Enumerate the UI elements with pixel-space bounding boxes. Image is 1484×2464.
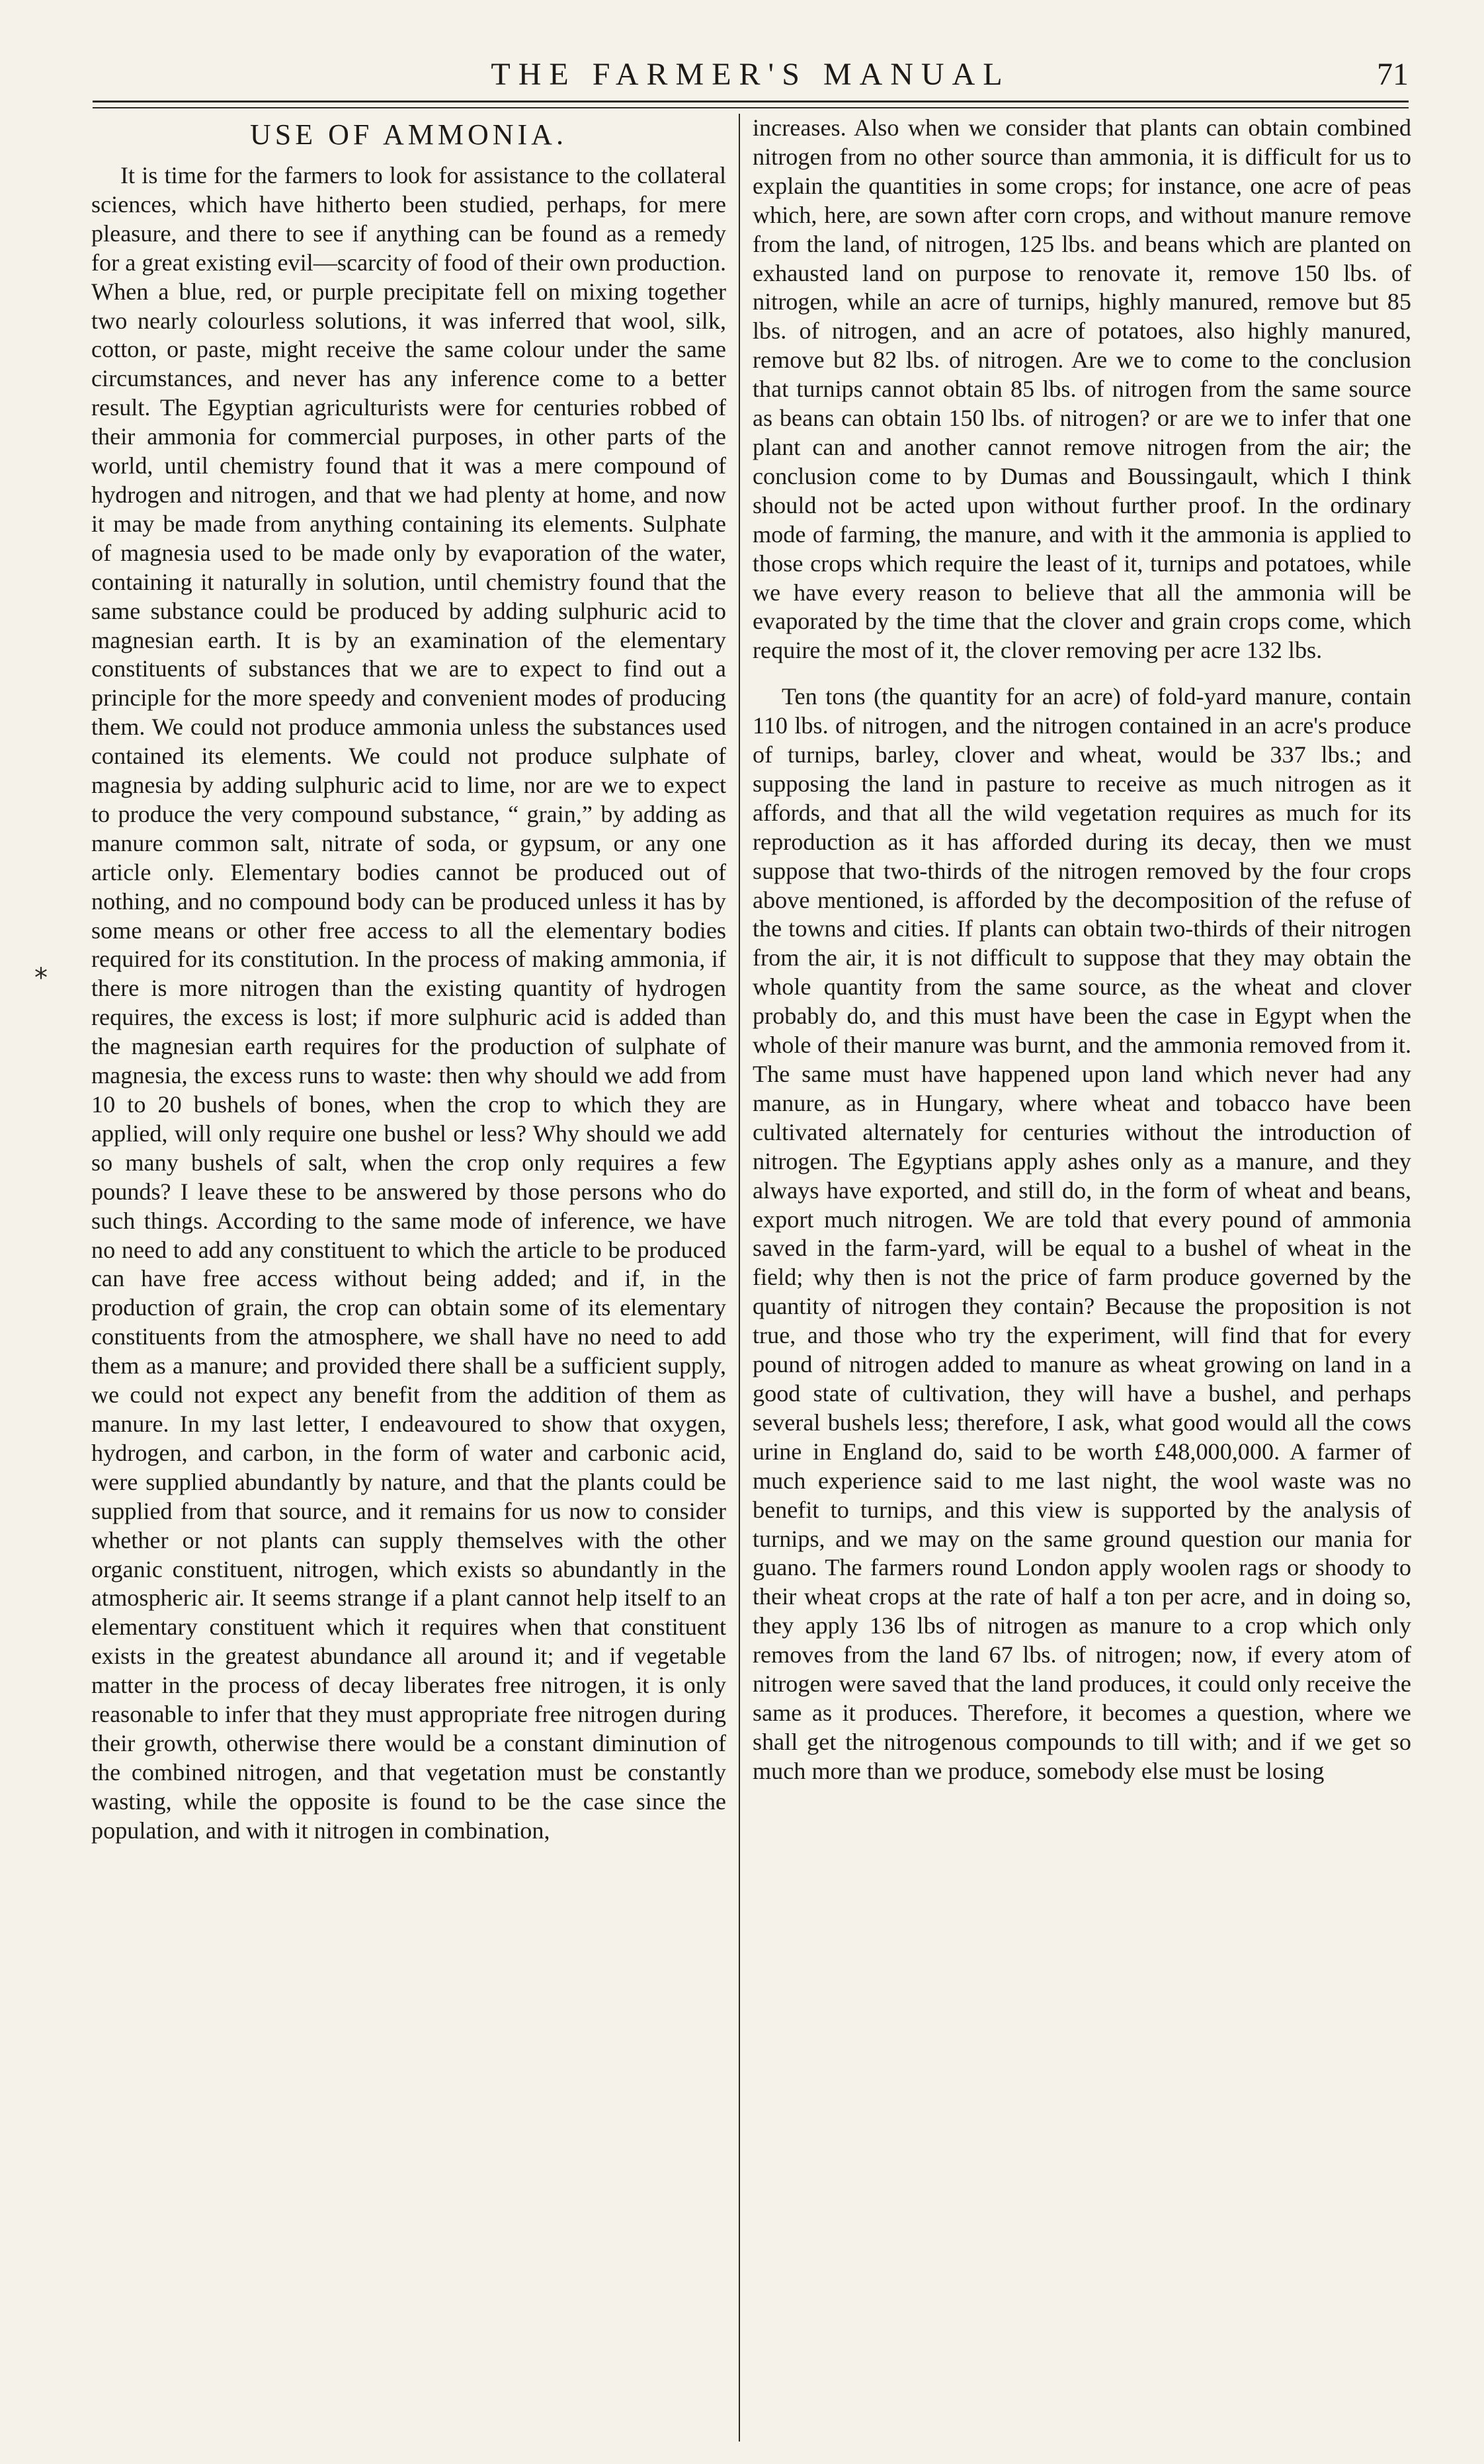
- margin-annotation-mark: *: [34, 963, 48, 993]
- article-paragraph-continued: increases. Also when we consider that plants can obtain combined nitrogen from no other source than ammonia, it is difficult for us to explain the quantities in some crops; for instance, one acre of peas which, here, are sown after corn crops, and without manure remove from the land, of nitrogen, 125 lbs. and beans which are planted on exhausted land on purpose to renovate it, remove 150 lbs. of nitrogen, while an acre of turnips, highly manured, remove but 85 lbs. of nitrogen, and an acre of potatoes, also highly manured, remove but 82 lbs. of nitrogen. Are we to come to the conclusion that turnips cannot obtain 85 lbs. of nitrogen from the same source as beans can obtain 150 lbs. of nitrogen? or are we to infer that one plant can and another cannot remove nitrogen from the air; the conclusion come to by Dumas and Boussingault, which I think should not be acted upon without further proof. In the ordinary mode of farming, the manure, and with it the ammonia is applied to those crops which require the least of it, turnips and potatoes, while we have every reason to believe that all the ammonia will be evaporated by the time that the clover and grain crops come, which require the most of it, the clover removing per acre 132 lbs.: [753, 114, 1411, 664]
- column-divider: [739, 114, 740, 2442]
- running-title: THE FARMER'S MANUAL: [491, 57, 1010, 92]
- header-rule: [93, 101, 1409, 103]
- article-paragraph: Ten tons (the quantity for an acre) of fold-yard manure, contain 110 lbs. of nitrogen, and the nitrogen contained in an acre's produce of turnips, barley, clover and wheat, would be 337 lbs.; and supposing the land in pasture to receive as much nitrogen as it affords, and that all the wild vegetation requires as much for its reproduction as it has afforded during its decay, then we must suppose that two-thirds of the nitrogen removed by the four crops above mentioned, is afforded by the decomposition of the refuse of the towns and cities. If plants can obtain two-thirds of their nitrogen from the air, it is not difficult to suppose that they may obtain the whole quantity from the same source, as the wheat and clover probably do, and this must have been the case in Egypt when the whole of their manure was burnt, and the ammonia removed from it. The same must have happened upon land which never had any manure, as in Hungary, where wheat and tobacco have been cultivated alternately for centuries without the introduction of nitrogen. The Egyptians apply ashes only as a manure, and they always have exported, and still do, in the form of wheat and beans, export much nitrogen. We are told that every pound of ammonia saved in the farm-yard, will be equal to a bushel of wheat in the field; why then is not the price of farm produce governed by the quantity of nitrogen they contain? Because the proposition is not true, and those who try the experiment, will find that for every pound of nitrogen added to manure as wheat growing on land in a good state of cultivation, they will have a bushel, and perhaps several bushels less; therefore, I ask, what good would all the cows urine in England do, said to be worth £48,000,000. A farmer of much experience said to me last night, the wool waste was no benefit to turnips, and this view is supported by the analysis of turnips, and we may on the same ground question our mania for guano. The farmers round London apply woolen rags or shoody to their wheat crops at the rate of half a ton per acre, and in doing so, they apply 136 lbs of nitrogen as manure to a crop which only removes from the land 67 lbs. of nitrogen; now, if every atom of nitrogen were saved that the land produces, it could only receive the same as it produces. Therefore, it becomes a question, where we shall get the nitrogenous compounds to till with; and if we get so much more than we produce, somebody else must be losing: [753, 683, 1411, 1784]
- header-rule-thin: [93, 107, 1409, 108]
- page-header: [93, 56, 1409, 102]
- page-number: 71: [1377, 57, 1409, 92]
- left-column: [91, 114, 726, 2455]
- article-paragraph: It is time for the farmers to look for assistance to the collateral sciences, which have hitherto been studied, perhaps, for mere pleasure, and there to see if anything can be found as a remedy for a great existing evil—scarcity of food of their own production. When a blue, red, or purple precipitate fell on mixing together two nearly colourless solutions, it was inferred that wool, silk, cotton, or paste, might receive the same colour under the same circumstances, and never has any inference come to a better result. The Egyptian agriculturists were for centuries robbed of their ammonia for commercial purposes, in other parts of the world, until chemistry found that it was a mere compound of hydrogen and nitrogen, and that we had plenty at home, and now it may be made from anything containing its elements. Sulphate of magnesia used to be made only by evaporation of the water, containing it naturally in solution, until chemistry found that the same substance could be produced by adding sulphuric acid to magnesian earth. It is by an examination of the elementary constituents of substances that we are to expect to find out a principle for the more speedy and convenient modes of producing them. We could not produce ammonia unless the substances used contained its elements. We could not produce sulphate of magnesia by adding sulphuric acid to lime, nor are we to expect to produce the very compound substance, “ grain,” by adding as manure common salt, nitrate of soda, or gypsum, or any one article only. Elementary bodies cannot be produced out of nothing, and no compound body can be produced unless it has by some means or other free access to all the elementary bodies required for its constitution. In the process of making ammonia, if there is more nitrogen than the existing quantity of hydrogen requires, the excess is lost; if more sulphuric acid is added than the magnesian earth requires for the production of sulphate of magnesia, the excess runs to waste: then why should we add from 10 to 20 bushels of bones, when the crop to which they are applied, will only require one bushel or less? Why should we add so many bushels of salt, when the crop only requires a few pounds? I leave these to be answered by those persons who do such things. According to the same mode of inference, we have no need to add any constituent to which the article to be produced can have free access without being added; and if, in the production of grain, the crop can obtain some of its elementary constituents from the atmosphere, we shall have no need to add them as a manure; and provided there shall be a sufficient supply, we could not expect any benefit from the addition of them as manure. In my last letter, I endeavoured to show that oxygen, hydrogen, and carbon, in the form of water and carbonic acid, were supplied abundantly by nature, and that the plants could be supplied from that source, and it remains for us now to consider whether or not plants can supply themselves with the other organic constituent, nitrogen, which exists so abundantly in the atmospheric air. It seems strange if a plant cannot help itself to an elementary constituent which it requires when that constituent exists in the greatest abundance all around it; and if vegetable matter in the process of decay liberates free nitrogen, it is only reasonable to infer that they must appropriate free nitrogen during their growth, otherwise there would be a constant diminution of the combined nitrogen, and that vegetation must be constantly wasting, while the opposite is found to be the case since the population, and with it nitrogen in combination,: [91, 162, 726, 1844]
- right-column: [753, 114, 1411, 2455]
- section-title: USE OF AMMONIA.: [250, 118, 567, 151]
